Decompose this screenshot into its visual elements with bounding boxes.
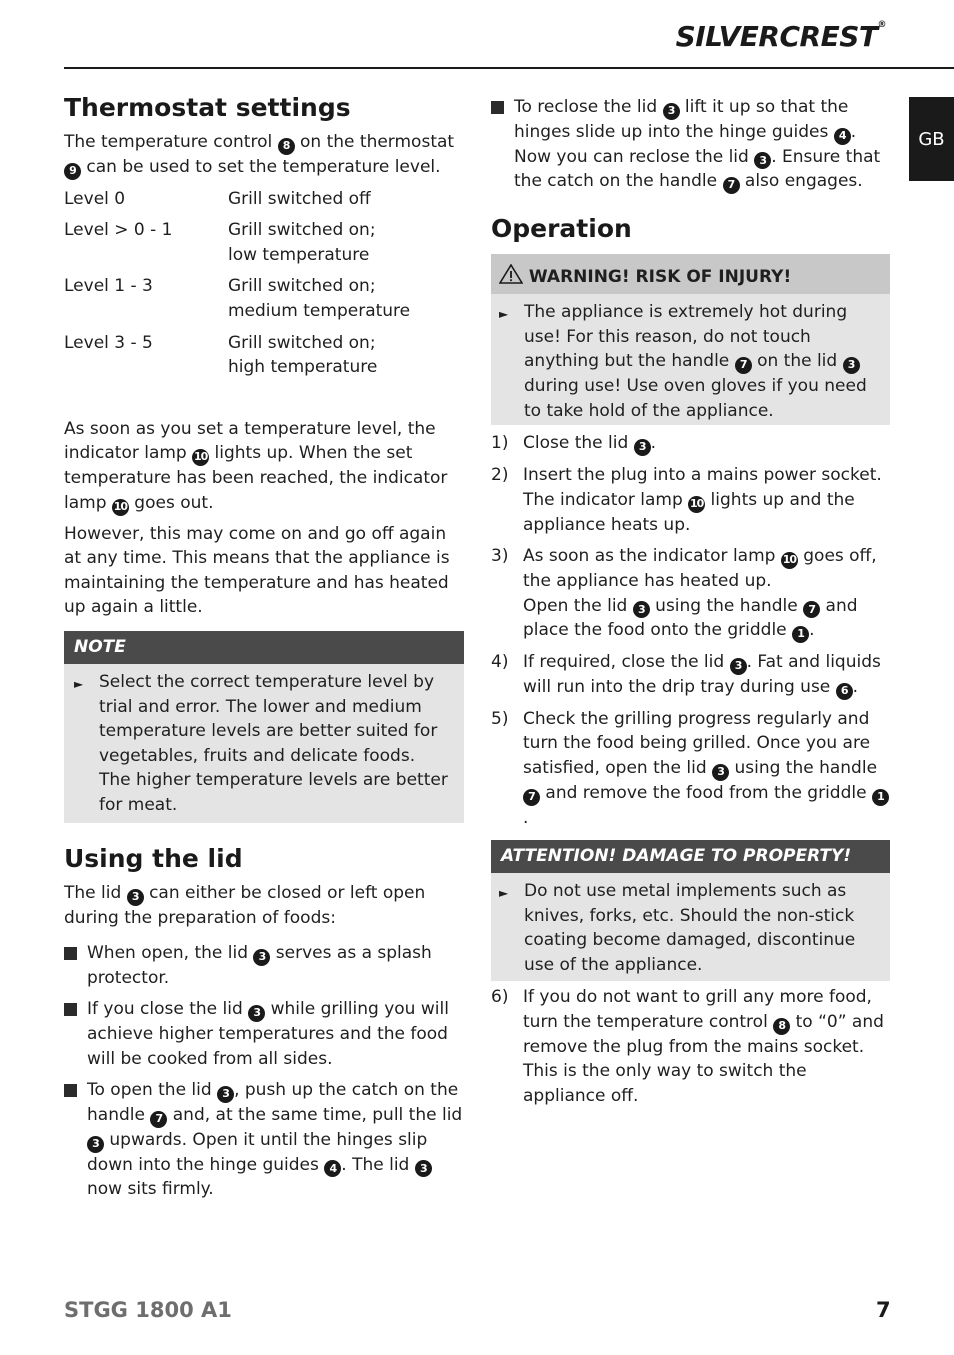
right-column xyxy=(491,95,890,1109)
note-text: Select the correct temperature level by trial and error. The lower and medium temperature levels are better suited for vegetables, fruits and delicate foods. The higher temperature levels are better for meat. xyxy=(99,671,448,815)
page-number: 7 xyxy=(876,1298,891,1322)
section-title-lid: Using the lid xyxy=(64,844,243,874)
part-number-badge: 7 xyxy=(803,601,820,618)
level-row: Level 1 - 3 Grill switched on; medium temperature xyxy=(64,276,411,321)
note-box xyxy=(64,631,464,824)
header-rule xyxy=(64,67,954,69)
part-number-badge: 3 xyxy=(712,764,729,781)
part-number-badge: 3 xyxy=(754,152,771,169)
list-item: 6) If you do not want to grill any more food, turn the temperature control 8 to “0” and remove the plug from the mains socket. This is the only way to switch the appliance off. xyxy=(491,987,884,1107)
part-number-badge: 3 xyxy=(253,949,270,966)
list-item: 3) As soon as the indicator lamp 10 goes off, the appliance has heated up. Open the lid 3 using the handle 7 and place the food onto the griddle 1 . xyxy=(491,544,890,643)
part-number-badge: 8 xyxy=(278,138,295,155)
part-number-badge: 3 xyxy=(633,601,650,618)
level-row: Level > 0 - 1 Grill switched on; low temperature xyxy=(64,220,376,265)
part-number-badge: 3 xyxy=(843,357,860,374)
part-number-badge: 7 xyxy=(150,1111,167,1128)
brand-logo: SILVERCREST® xyxy=(675,20,886,53)
part-number-badge: 8 xyxy=(773,1018,790,1035)
part-number-badge: 4 xyxy=(324,1160,341,1177)
part-number-badge: 7 xyxy=(735,357,752,374)
section-title-operation: Operation xyxy=(491,214,632,244)
part-number-badge: 7 xyxy=(523,789,540,806)
model-number: STGG 1800 A1 xyxy=(64,1298,232,1322)
maintain-paragraph: However, this may come on and go off again at any time. This means that the appliance is maintaining the temperature and has heated up again a little. xyxy=(64,523,450,618)
list-item: If you close the lid 3 while grilling you will achieve higher temperatures and the food will be cooked from all sides. xyxy=(64,997,464,1071)
attention-text: Do not use metal implements such as knives, forks, etc. Should the non-stick coating become damaged, discontinue use of the appliance. xyxy=(524,881,856,975)
note-title: NOTE xyxy=(64,631,464,664)
part-number-badge: 1 xyxy=(792,626,809,643)
indicator-paragraph: As soon as you set a temperature level, the indicator lamp 10 lights up. When the set temperature has been reached, the indicator lamp 10 goes out. xyxy=(64,417,464,516)
list-item: To reclose the lid 3 lift it up so that the hinges slide up into the hinge guides 4 . Now you can reclose the lid 3 . Ensure that the catch on the handle 7 also engages. xyxy=(491,95,890,194)
warning-title: WARNING! RISK OF INJURY! xyxy=(528,267,792,288)
level-row: Level 0 Grill switched off xyxy=(64,188,371,209)
part-number-badge: 9 xyxy=(64,163,81,180)
part-number-badge: 6 xyxy=(836,683,853,700)
part-number-badge: 3 xyxy=(634,439,651,456)
level-row: Level 3 - 5 Grill switched on; high temperature xyxy=(64,332,378,378)
level-table xyxy=(64,187,464,380)
square-bullet-icon xyxy=(64,947,77,960)
arrow-bullet-icon: ► xyxy=(74,676,84,691)
part-number-badge: 3 xyxy=(415,1160,432,1177)
square-bullet-icon xyxy=(64,1003,77,1016)
attention-title: ATTENTION! DAMAGE TO PROPERTY! xyxy=(491,840,890,873)
list-item: When open, the lid 3 serves as a splash protector. xyxy=(64,941,464,990)
section-title-thermostat: Thermostat settings xyxy=(64,93,351,122)
arrow-bullet-icon: ► xyxy=(499,307,509,322)
lid-intro: The lid 3 can either be closed or left open during the preparation of foods: xyxy=(64,883,426,929)
left-column xyxy=(64,92,464,1202)
part-number-badge: 3 xyxy=(127,889,144,906)
part-number-badge: 3 xyxy=(87,1136,104,1153)
part-number-badge: 10 xyxy=(781,552,798,569)
list-item: 2) Insert the plug into a mains power socket. The indicator lamp 10 lights up and the appliance heats up. xyxy=(491,465,882,535)
list-item: 1) Close the lid 3 . xyxy=(491,431,890,456)
part-number-badge: 10 xyxy=(688,496,705,513)
square-bullet-icon xyxy=(64,1084,77,1097)
warning-box xyxy=(491,254,890,425)
part-number-badge: 3 xyxy=(663,103,680,120)
language-tab: GB xyxy=(909,97,954,181)
part-number-badge: 3 xyxy=(217,1086,234,1103)
thermostat-intro: The temperature control 8 on the thermostat 9 can be used to set the temperature level. xyxy=(64,130,464,180)
part-number-badge: 3 xyxy=(248,1005,265,1022)
list-item: 5) Check the grilling progress regularly and turn the food being grilled. Once you are satisfied, open the lid 3 using the handle 7 and remove the food from the griddle 1. xyxy=(491,707,890,830)
part-number-badge: 1 xyxy=(872,789,889,806)
warning-triangle-icon xyxy=(499,264,523,284)
warning-text: The appliance is extremely hot during use! For this reason, do not touch anything but the handle 7 on the lid 3 during use! Use oven gloves if you need to take hold of the appliance. xyxy=(524,302,867,421)
arrow-bullet-icon: ► xyxy=(499,886,509,901)
part-number-badge: 4 xyxy=(834,128,851,145)
attention-box xyxy=(491,840,890,981)
list-item: To open the lid 3 , push up the catch on the handle 7 and, at the same time, pull the lid 3 upwards. Open it until the hinges slip down into the hinge guides 4 . The lid 3 now sits firmly. xyxy=(64,1078,464,1202)
square-bullet-icon xyxy=(491,101,504,114)
operation-steps xyxy=(491,431,890,830)
part-number-badge: 10 xyxy=(112,499,129,516)
part-number-badge: 7 xyxy=(723,177,740,194)
part-number-badge: 3 xyxy=(730,658,747,675)
list-item: 4) If required, close the lid 3 . Fat and liquids will run into the drip tray during use 6 . xyxy=(491,650,890,700)
part-number-badge: 10 xyxy=(192,449,209,466)
